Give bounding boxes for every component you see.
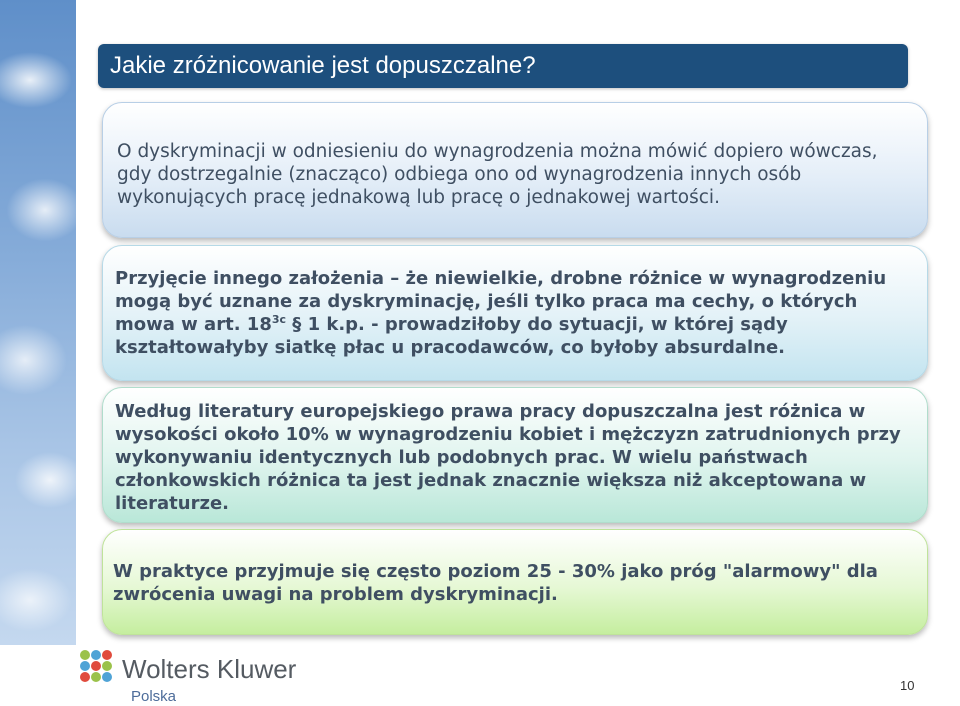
slide-title-bar	[98, 44, 908, 88]
article-superscript: 3c	[271, 313, 287, 326]
content-box-1	[102, 102, 928, 238]
content-box-2-text-part-2: § 1 k.p. - prowadziłoby do sytuacji, w której sądy kształtowałyby siatkę płac u pracodawców, co byłoby absurdalne.	[115, 314, 788, 358]
content-box-2-text	[115, 267, 919, 359]
brand-subtitle: Polska	[131, 688, 177, 705]
content-box-3-text: Według literatury europejskiego prawa pracy dopuszczalna jest różnica w wysokości około 10% w wynagrodzeniu kobiet i mężczyzn zatrudnionych przy wykonywaniu identycznych lub podobnych prac. W wielu państwach członkowskich różnica ta jest jednak znacznie większa niż akceptowana w literaturze.	[115, 401, 901, 514]
content-box-3	[102, 387, 928, 523]
page-number: 10	[900, 678, 915, 693]
brand-name: Wolters Kluwer	[122, 654, 297, 684]
content-box-2-text-part-1: Przyjęcie innego założenia – że niewielkie, drobne różnice w wynagrodzeniu mogą być uznane za dyskryminację, jeśli tylko praca ma cechy, o których mowa w art. 18	[115, 268, 887, 335]
wolters-kluwer-logo-icon	[78, 648, 114, 684]
slide-title: Jakie zróżnicowanie jest dopuszczalne?	[110, 52, 536, 79]
content-box-2	[102, 245, 928, 381]
content-box-4-text: W praktyce przyjmuje się często poziom 25 - 30% jako próg "alarmowy" dla zwrócenia uwagi na problem dyskryminacji.	[113, 561, 878, 605]
content-box-4	[102, 529, 928, 635]
sky-background-strip	[0, 0, 76, 645]
content-box-1-text: O dyskryminacji w odniesieniu do wynagrodzenia można mówić dopiero wówczas, gdy dostrzegalnie (znacząco) odbiega ono od wynagrodzenia innych osób wykonujących pracę jednakową lub pracę o jednakowej wartości.	[117, 141, 878, 208]
